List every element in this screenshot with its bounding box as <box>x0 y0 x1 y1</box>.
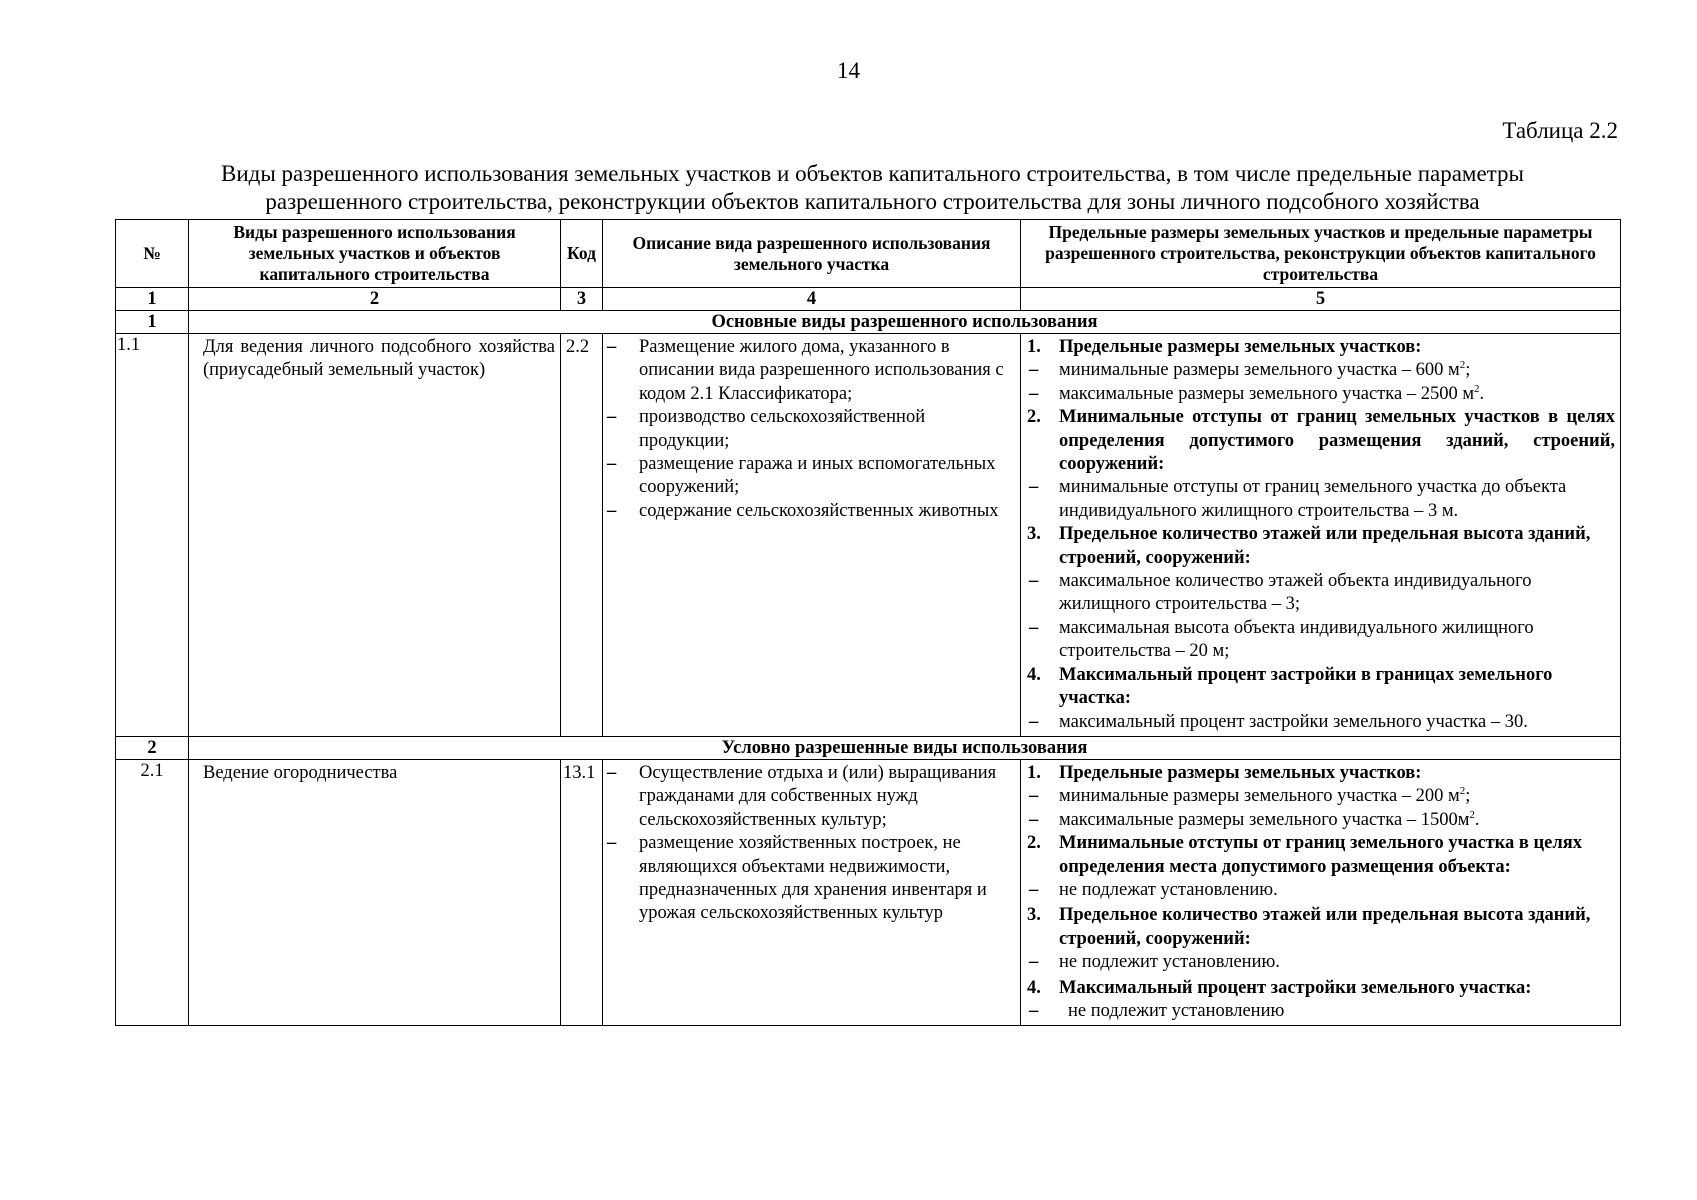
land-use-table <box>115 219 1621 1026</box>
list-item: – Размещение жилого дома, указанного в описании вида разрешенного использования с кодом 2.1 Классификатора; <box>603 336 1015 406</box>
table-title-line-2: разрешенного строительства, реконструкции объектов капитального строительства для зоны личного подсобного хозяйства <box>265 189 1480 214</box>
row-number: 1.1 <box>116 334 189 737</box>
header-kinds: Виды разрешенного использования земельных участков и объектов капитального строительства <box>189 220 561 288</box>
param-item: – минимальные размеры земельного участка – 600 $м^2$; <box>1023 359 1615 382</box>
param-item: – минимальные отступы от границ земельного участка до объекта индивидуального жилищного строительства – 3 м. <box>1023 476 1615 523</box>
param-heading: 3. Предельное количество этажей или предельная высота зданий, строений, сооружений: <box>1027 524 1591 568</box>
param-item: – максимальное количество этажей объекта индивидуального жилищного строительства – 3; <box>1023 570 1615 617</box>
header-row <box>116 220 1621 288</box>
param-item: – минимальные размеры земельного участка – 200 $м^2$; <box>1023 785 1615 808</box>
section-row <box>116 736 1621 759</box>
row-description <box>603 334 1021 737</box>
row-code: 2.2 <box>561 334 603 737</box>
row-description <box>603 759 1021 1025</box>
header-limits: Предельные размеры земельных участков и предельные параметры разрешенного строительства, реконструкции объектов капитального строительства <box>1021 220 1621 288</box>
column-number: 5 <box>1021 288 1621 311</box>
section-title: Условно разрешенные виды использования <box>189 736 1621 759</box>
table-row <box>116 759 1621 1025</box>
header-num: № <box>116 220 189 288</box>
param-heading: 1. Предельные размеры земельных участков: <box>1027 337 1422 357</box>
table-label: Таблица 2.2 <box>1502 118 1618 143</box>
section-title: Основные виды разрешенного использования <box>189 311 1621 334</box>
param-heading: 2. Минимальные отступы от границ земельного участка в целях определения места допустимого размещения объекта: <box>1027 833 1582 877</box>
row-kind: Для ведения личного подсобного хозяйства (приусадебный земельный участок) <box>189 334 561 737</box>
column-number: 1 <box>116 288 189 311</box>
header-description: Описание вида разрешенного использования земельного участка <box>603 220 1021 288</box>
list-item: – размещение хозяйственных построек, не являющихся объектами недвижимости, предназначенных для хранения инвентаря и урожая сельскохозяйственных культур <box>603 832 1015 926</box>
description-list <box>603 762 1015 926</box>
param-heading: 1. Предельные размеры земельных участков: <box>1027 762 1422 783</box>
row-kind: Ведение огородничества <box>189 759 561 1025</box>
section-row <box>116 311 1621 334</box>
row-params <box>1021 334 1621 737</box>
description-list <box>603 336 1015 523</box>
param-item: – максимальная высота объекта индивидуального жилищного строительства – 20 м; <box>1023 617 1615 664</box>
column-number: 3 <box>561 288 603 311</box>
header-code: Код <box>561 220 603 288</box>
param-item: – не подлежит установлению <box>1023 1000 1615 1023</box>
param-heading: 2. Минимальные отступы от границ земельных участков в целях определения допустимого размещения зданий, строений, сооружений: <box>1027 407 1615 475</box>
page-number: 14 <box>837 58 860 83</box>
param-item: – не подлежит установлению. <box>1023 951 1615 974</box>
section-number: 2 <box>116 736 189 759</box>
row-params <box>1021 759 1621 1025</box>
list-item: – производство сельскохозяйственной продукции; <box>603 406 1015 453</box>
table-row <box>116 334 1621 737</box>
param-heading: 4. Максимальный процент застройки земельного участка: <box>1027 977 1532 998</box>
row-number: 2.1 <box>116 759 189 1025</box>
list-item: – Осуществление отдыха и (или) выращивания гражданами для собственных нужд сельскохозяйственных культур; <box>603 762 1015 832</box>
table-title-line-1: Виды разрешенного использования земельных участков и объектов капитального строительства, в том числе предельные параметры <box>221 161 1524 186</box>
table-title <box>115 160 1630 216</box>
param-item: – максимальный процент застройки земельного участка – 30. <box>1023 711 1615 734</box>
param-item: – не подлежат установлению. <box>1023 879 1615 902</box>
column-number: 2 <box>189 288 561 311</box>
param-item: – максимальные размеры земельного участка – 2500 $м^2$. <box>1023 383 1615 406</box>
list-item: – размещение гаража и иных вспомогательных сооружений; <box>603 453 1015 500</box>
param-heading: 3. Предельное количество этажей или предельная высота зданий, строений, сооружений: <box>1027 905 1591 949</box>
section-number: 1 <box>116 311 189 334</box>
param-item: – максимальные размеры земельного участка – $1500м^2$. <box>1023 809 1615 832</box>
row-code: 13.1 <box>561 759 603 1025</box>
column-numbers-row <box>116 288 1621 311</box>
param-heading: 4. Максимальный процент застройки в границах земельного участка: <box>1027 664 1553 709</box>
column-number: 4 <box>603 288 1021 311</box>
list-item: – содержание сельскохозяйственных животных <box>603 500 1015 523</box>
